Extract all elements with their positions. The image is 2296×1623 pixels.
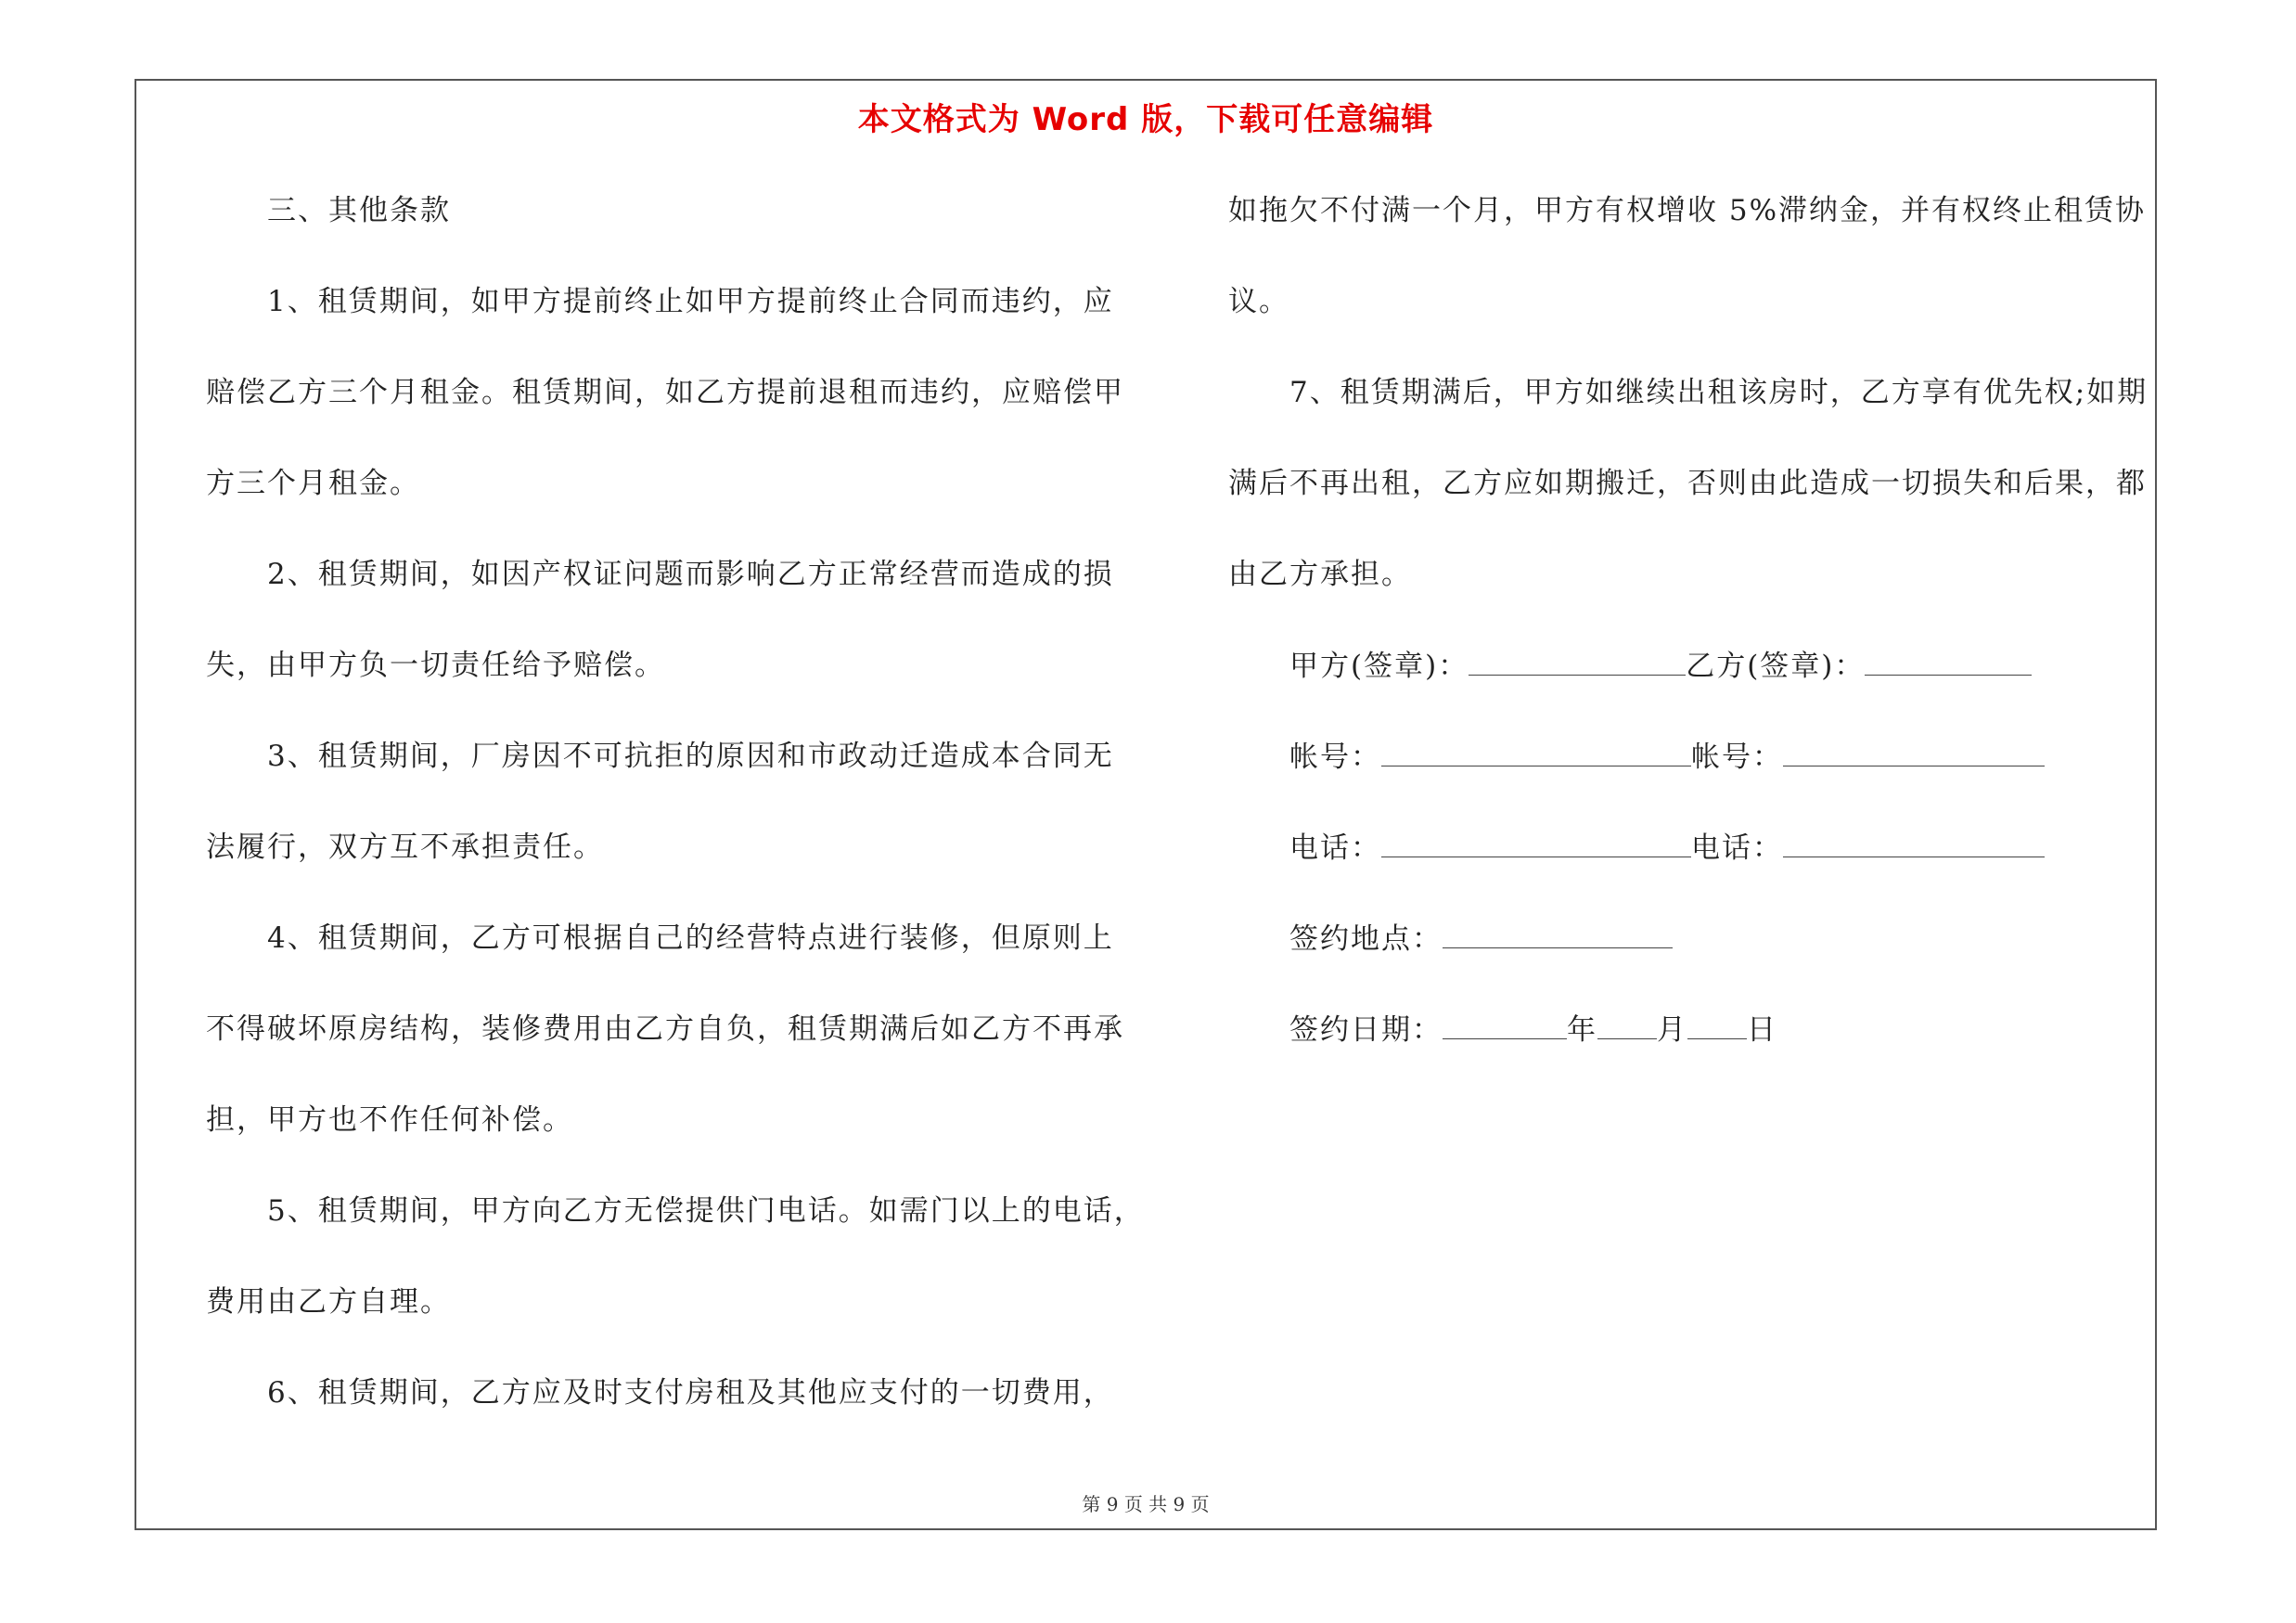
clause-1-line-3: 方三个月租金。 <box>206 467 420 500</box>
signing-place-label: 签约地点： <box>1289 922 1443 956</box>
clause-7-line-3: 由乙方承担。 <box>1228 558 1412 591</box>
party-b-account-blank[interactable] <box>1783 738 2045 766</box>
clause-1-line-2: 赔偿乙方三个月租金。租赁期间，如乙方提前退租而违约，应赔偿甲 <box>206 376 1124 409</box>
clause-7-line-2: 满后不再出租，乙方应如期搬迁，否则由此造成一切损失和后果，都 <box>1228 467 2147 500</box>
clause-3-line-1: 3、租赁期间，厂房因不可抗拒的原因和市政动迁造成本合同无 <box>267 740 1114 773</box>
day-label: 日 <box>1747 1013 1777 1047</box>
month-label: 月 <box>1657 1013 1687 1047</box>
party-a-phone-label: 电话： <box>1289 831 1381 865</box>
year-blank[interactable] <box>1443 1011 1567 1039</box>
year-label: 年 <box>1567 1013 1597 1047</box>
clause-1-line-1: 1、租赁期间，如甲方提前终止如甲方提前终止合同而违约，应 <box>267 285 1114 318</box>
party-a-label: 甲方(签章)： <box>1289 650 1469 683</box>
party-a-phone-blank[interactable] <box>1381 829 1691 857</box>
edit-notice-banner: 本文格式为 Word 版，下载可任意编辑 <box>857 101 1434 138</box>
clause-4-line-3: 担，甲方也不作任何补偿。 <box>206 1103 573 1137</box>
party-b-phone-label: 电话： <box>1691 831 1783 865</box>
day-blank[interactable] <box>1687 1011 1747 1039</box>
clause-5-line-1: 5、租赁期间，甲方向乙方无偿提供门电话。如需门以上的电话， <box>267 1194 1145 1228</box>
place-row <box>1289 920 1673 958</box>
party-b-label: 乙方(签章)： <box>1686 650 1866 683</box>
party-a-signature-blank[interactable] <box>1469 647 1686 676</box>
party-a-account-label: 帐号： <box>1289 741 1381 774</box>
phone-row <box>1289 829 2045 867</box>
clause-6-line-2: 如拖欠不付满一个月，甲方有权增收 5%滞纳金，并有权终止租赁协 <box>1228 194 2147 227</box>
document-page <box>135 79 2157 1530</box>
clause-4-line-1: 4、租赁期间，乙方可根据自己的经营特点进行装修，但原则上 <box>267 921 1114 955</box>
clause-2-line-1: 2、租赁期间，如因产权证问题而影响乙方正常经营而造成的损 <box>267 558 1114 591</box>
party-b-signature-blank[interactable] <box>1865 647 2032 676</box>
clause-3-line-2: 法履行，双方互不承担责任。 <box>206 831 604 864</box>
clause-4-line-2: 不得破坏原房结构，装修费用由乙方自负，租赁期满后如乙方不再承 <box>206 1012 1124 1046</box>
clause-5-line-2: 费用由乙方自理。 <box>206 1285 451 1319</box>
party-b-account-label: 帐号： <box>1691 741 1783 774</box>
clause-6-line-3: 议。 <box>1228 285 1289 318</box>
account-row <box>1289 738 2045 776</box>
page-number: 第 9 页 共 9 页 <box>1082 1493 1210 1515</box>
clause-7-line-1: 7、租赁期满后，甲方如继续出租该房时，乙方享有优先权;如期 <box>1289 376 2148 409</box>
signing-place-blank[interactable] <box>1443 920 1673 948</box>
clause-2-line-2: 失，由甲方负一切责任给予赔偿。 <box>206 649 665 682</box>
date-row <box>1289 1011 1777 1049</box>
signature-row <box>1289 647 2032 685</box>
clause-6-line-1: 6、租赁期间，乙方应及时支付房租及其他应支付的一切费用， <box>267 1376 1114 1410</box>
month-blank[interactable] <box>1597 1011 1657 1039</box>
party-b-phone-blank[interactable] <box>1783 829 2045 857</box>
party-a-account-blank[interactable] <box>1381 738 1691 766</box>
signing-date-label: 签约日期： <box>1289 1013 1443 1047</box>
section-heading: 三、其他条款 <box>267 194 451 227</box>
